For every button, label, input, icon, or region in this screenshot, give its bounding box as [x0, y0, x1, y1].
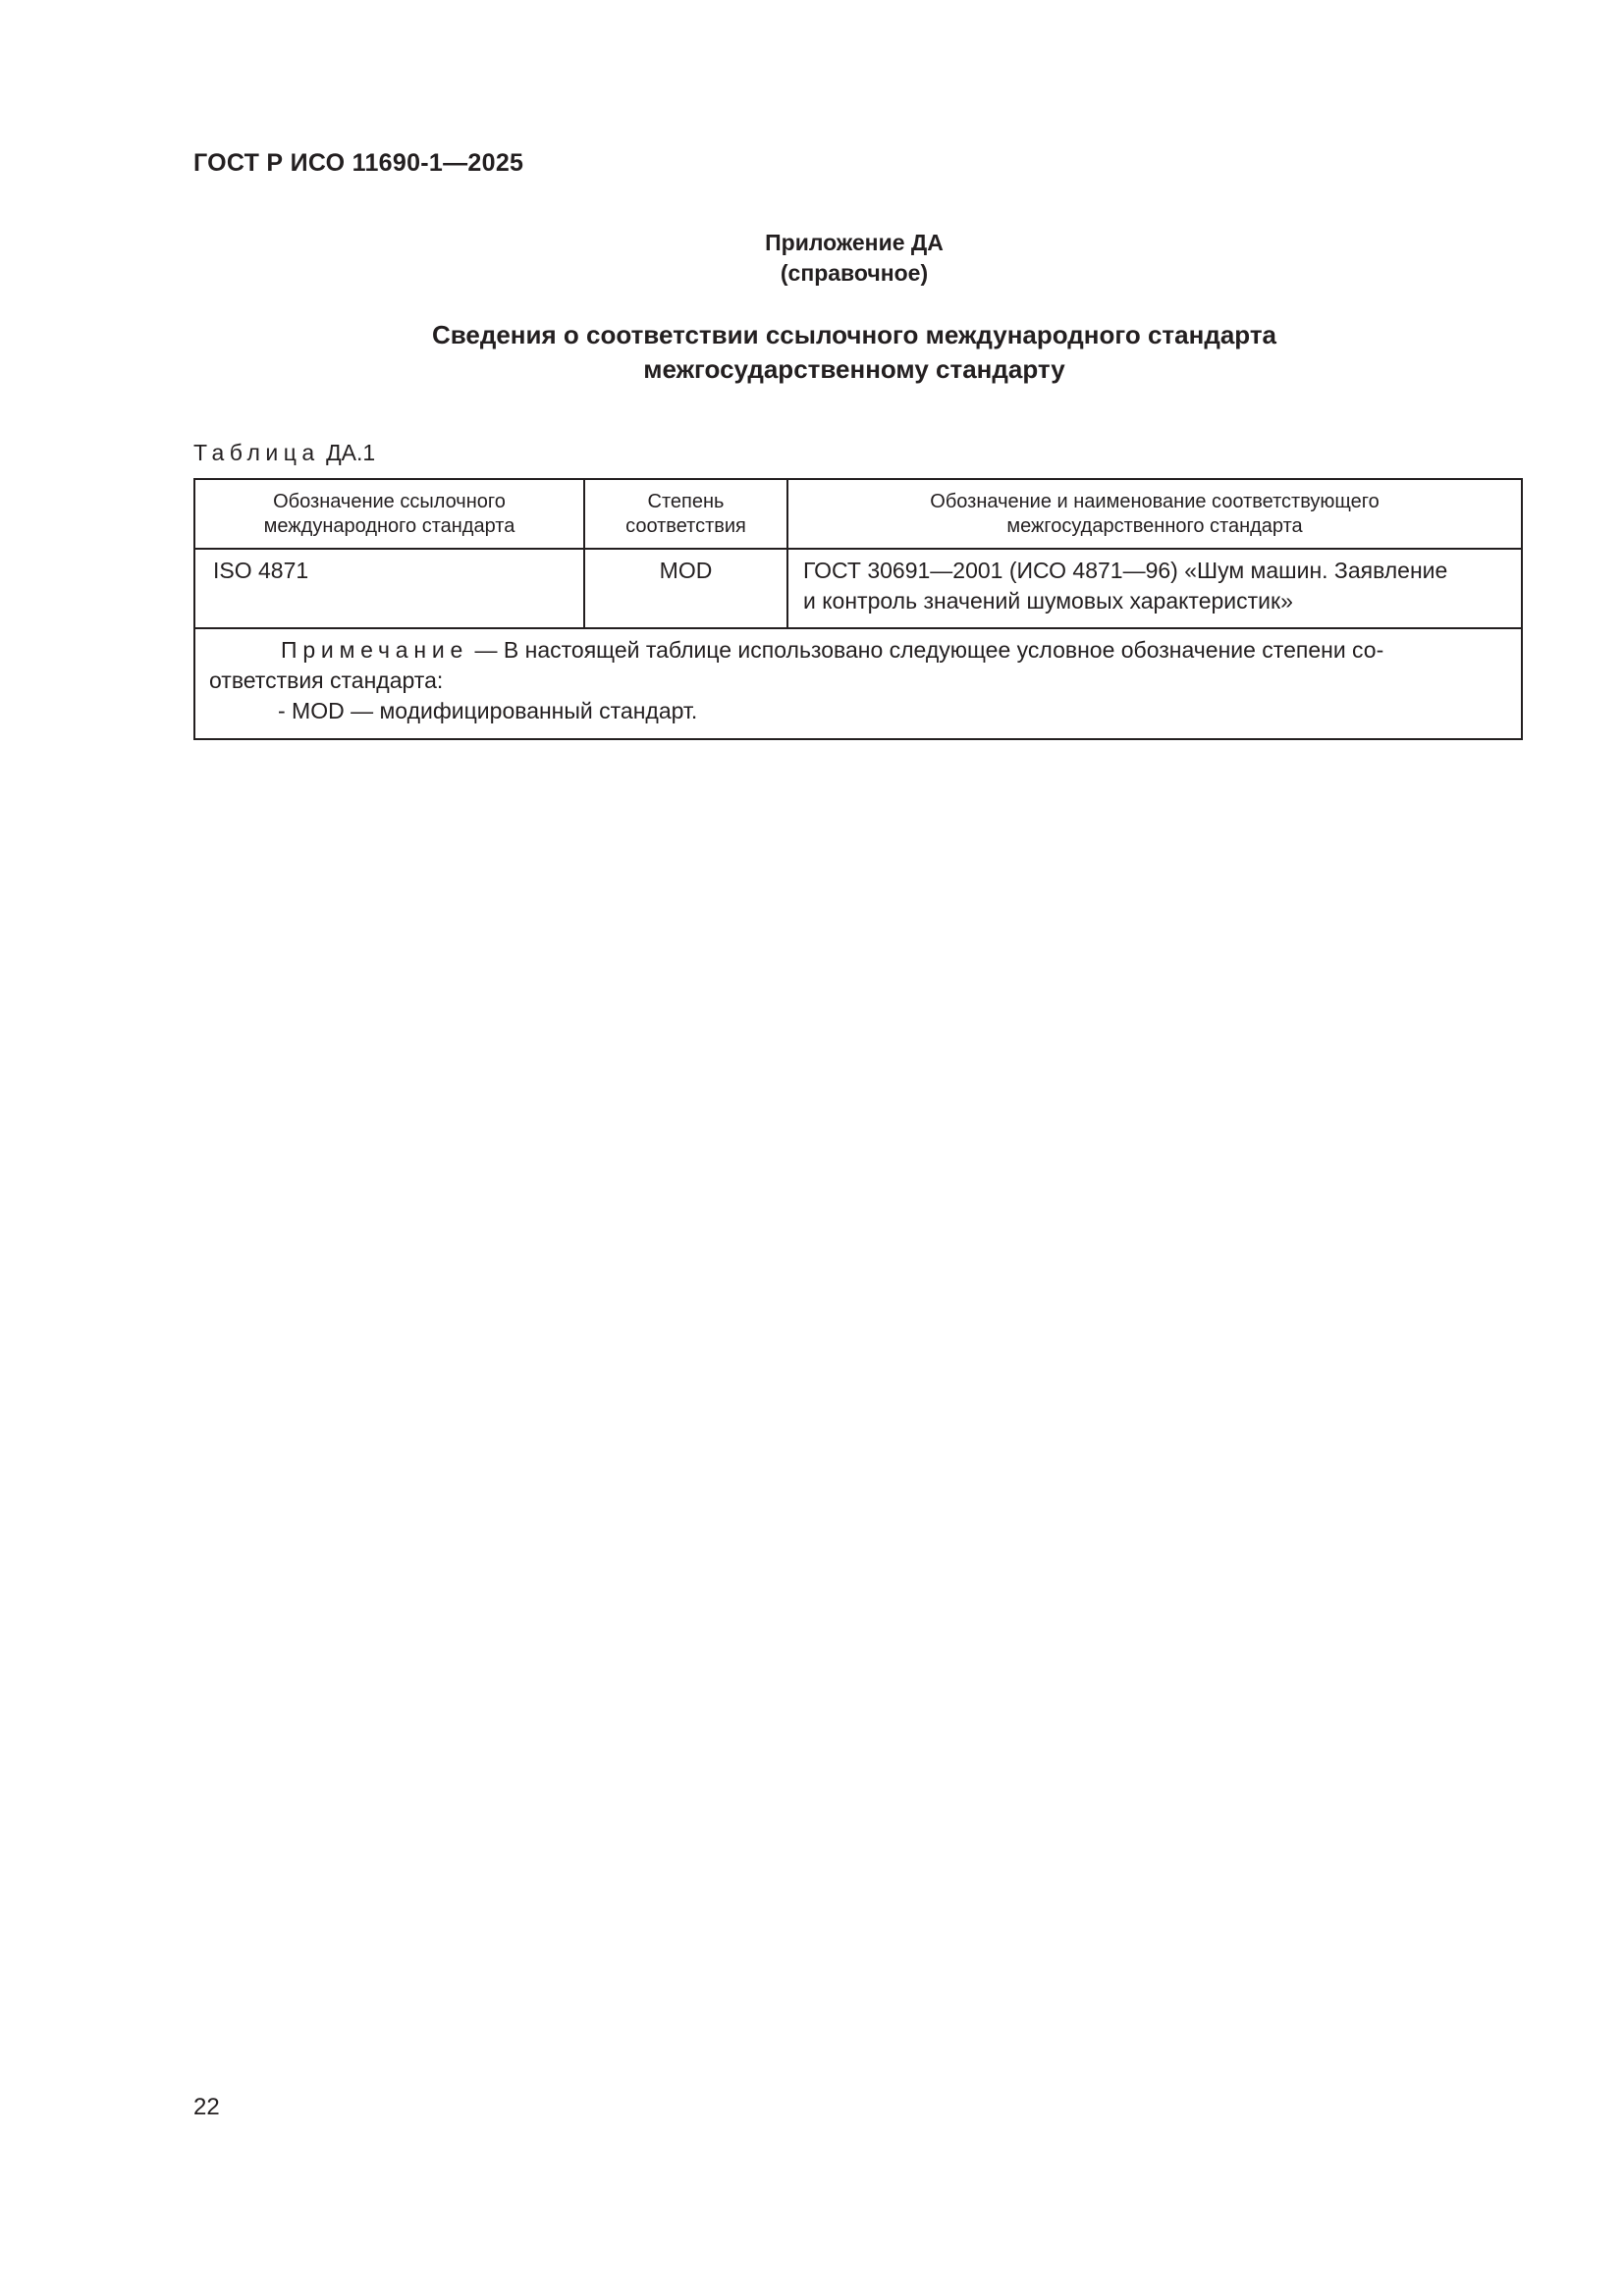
note-text-line2: ответствия стандарта: [209, 667, 444, 693]
appendix-label: Приложение ДА [765, 230, 944, 255]
header-ref-standard-line1: Обозначение ссылочного [273, 491, 506, 512]
cell-interstate-standard-line1: ГОСТ 30691—2001 (ИСО 4871—96) «Шум машин. Заявление [803, 558, 1448, 583]
header-ref-standard-line2: международного стандарта [263, 515, 515, 537]
header-interstate-standard-line2: межгосударственного стандарта [1006, 515, 1303, 537]
table-label-number: ДА.1 [326, 440, 376, 465]
header-interstate-standard [787, 479, 1522, 549]
header-degree-line2: соответствия [625, 515, 746, 537]
document-code: ГОСТ Р ИСО 11690-1—2025 [193, 149, 524, 177]
header-ref-standard [194, 479, 584, 549]
table-label-prefix: Таблица [193, 440, 320, 465]
note-bullet-item: - MOD — модифицированный стандарт. [278, 698, 698, 723]
appendix-title-line2: межгосударственному стандарту [643, 354, 1065, 384]
table-label [193, 440, 375, 466]
header-degree-line1: Степень [647, 491, 725, 512]
table-note-row [194, 628, 1522, 739]
note-prefix: Примечание [281, 637, 469, 663]
cell-ref-standard: ISO 4871 [194, 549, 584, 628]
page-number: 22 [193, 2094, 220, 2120]
cell-interstate-standard [787, 549, 1522, 628]
appendix-type: (справочное) [780, 260, 929, 286]
note-dash: — [474, 637, 498, 663]
header-interstate-standard-line1: Обозначение и наименование соответствующего [930, 491, 1380, 512]
cell-degree: MOD [584, 549, 787, 628]
cell-interstate-standard-line2: и контроль значений шумовых характеристик» [803, 588, 1293, 614]
note-first-line [209, 635, 1507, 666]
appendix-title-line1: Сведения о соответствии ссылочного международного стандарта [431, 320, 1277, 349]
note-text-line1: В настоящей таблице использовано следующее условное обозначение степени со- [503, 637, 1384, 663]
table-row [194, 549, 1522, 628]
table-note [194, 628, 1522, 739]
table-header-row [194, 479, 1522, 549]
header-degree [584, 479, 787, 549]
correspondence-table [193, 478, 1523, 740]
